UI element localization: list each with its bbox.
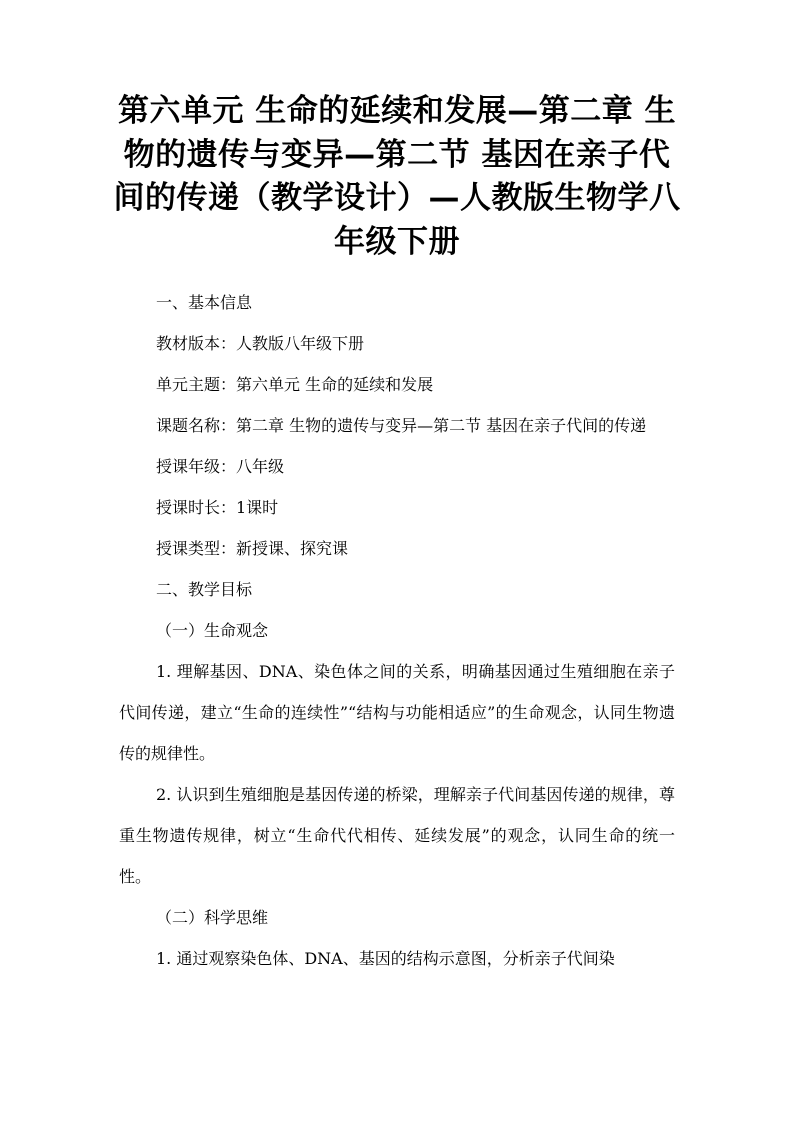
document-body	[119, 282, 675, 979]
textbook-version: 教材版本：人教版八年级下册	[156, 334, 365, 353]
lesson-title: 课题名称：第二章 生物的遗传与变异—第二节 基因在亲子代间的传递	[156, 416, 647, 435]
objective-item: 1. 通过观察染色体、DNA、基因的结构示意图，分析亲子代间染	[156, 949, 615, 968]
grade: 授课年级：八年级	[156, 457, 285, 476]
section-heading-basic-info: 一、基本信息	[156, 293, 253, 312]
subsection-heading-life-concept: （一）生命观念	[156, 621, 269, 640]
subsection-heading-scientific-thinking: （二）科学思维	[156, 908, 269, 927]
section-heading-objectives: 二、教学目标	[156, 580, 253, 599]
lesson-duration: 授课时长：1课时	[156, 498, 279, 517]
objective-item: 1. 理解基因、DNA、染色体之间的关系，明确基因通过生殖细胞在亲子代间传递，建立“生命的连续性”“结构与功能相适应”的生命观念，认同生物遗传的规律性。	[119, 662, 675, 763]
lesson-type: 授课类型：新授课、探究课	[156, 539, 349, 558]
document-title: 第六单元 生命的延续和发展—第二章 生物的遗传与变异—第二节 基因在亲子代间的传递（教学设计）—人教版生物学八年级下册	[113, 93, 681, 260]
objective-item: 2. 认识到生殖细胞是基因传递的桥梁，理解亲子代间基因传递的规律，尊重生物遗传规律，树立“生命代代相传、延续发展”的观念，认同生命的统一性。	[119, 785, 675, 886]
unit-theme: 单元主题：第六单元 生命的延续和发展	[156, 375, 434, 394]
